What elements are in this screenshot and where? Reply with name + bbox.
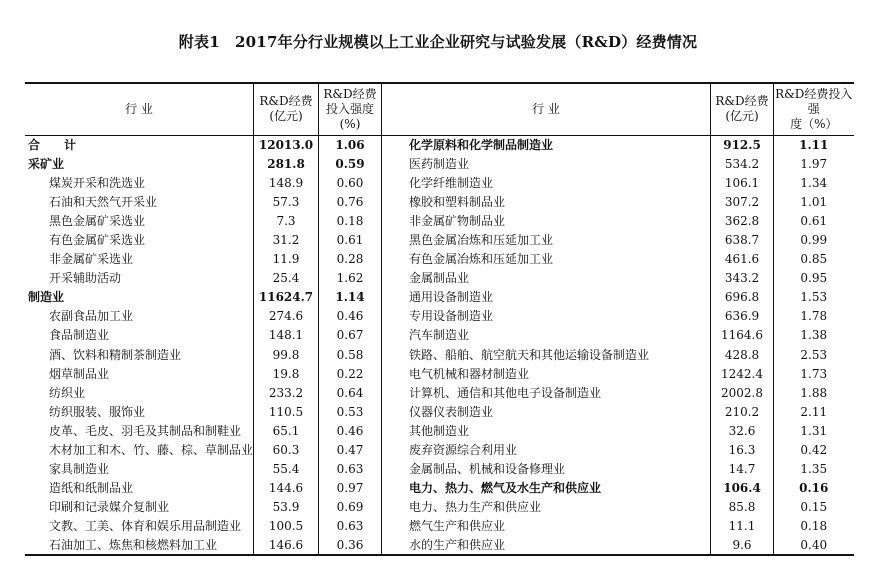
left-rd-intensity: 0.53 bbox=[319, 402, 382, 421]
right-rd-intensity: 0.99 bbox=[774, 230, 854, 249]
left-rd-expenditure: 65.1 bbox=[254, 421, 319, 440]
left-rd-expenditure: 99.8 bbox=[254, 345, 319, 364]
left-rd-expenditure: 57.3 bbox=[254, 192, 319, 211]
table-row bbox=[25, 250, 854, 269]
right-rd-intensity: 1.31 bbox=[774, 421, 854, 440]
right-rd-intensity: 2.11 bbox=[774, 402, 854, 421]
left-rd-expenditure: 233.2 bbox=[254, 383, 319, 402]
right-industry-name: 有色金属冶炼和压延加工业 bbox=[382, 250, 711, 269]
table-row bbox=[25, 288, 854, 307]
left-rd-intensity: 0.63 bbox=[319, 460, 382, 479]
right-industry-name: 化学原料和化学制品制造业 bbox=[382, 135, 711, 154]
left-rd-intensity: 0.97 bbox=[319, 479, 382, 498]
left-rd-intensity: 0.22 bbox=[319, 364, 382, 383]
table-row bbox=[25, 383, 854, 402]
right-industry-name: 电力、热力、燃气及水生产和供应业 bbox=[382, 479, 711, 498]
right-rd-intensity: 1.01 bbox=[774, 192, 854, 211]
right-rd-intensity: 0.42 bbox=[774, 441, 854, 460]
left-rd-expenditure: 25.4 bbox=[254, 269, 319, 288]
left-rd-expenditure: 146.6 bbox=[254, 536, 319, 555]
rd-expenditure-table bbox=[25, 82, 854, 556]
left-rd-intensity: 0.46 bbox=[319, 421, 382, 440]
left-rd-expenditure: 274.6 bbox=[254, 307, 319, 326]
right-rd-intensity: 1.38 bbox=[774, 326, 854, 345]
left-rd-intensity: 0.36 bbox=[319, 536, 382, 555]
left-rd-expenditure: 148.1 bbox=[254, 326, 319, 345]
left-rd-expenditure: 12013.0 bbox=[254, 135, 319, 154]
table-row bbox=[25, 498, 854, 517]
right-rd-expenditure: 106.1 bbox=[711, 173, 774, 192]
table-row bbox=[25, 135, 854, 154]
left-rd-intensity: 0.47 bbox=[319, 441, 382, 460]
table-row bbox=[25, 402, 854, 421]
right-rd-intensity: 2.53 bbox=[774, 345, 854, 364]
right-rd-intensity: 1.34 bbox=[774, 173, 854, 192]
left-rd-intensity: 0.28 bbox=[319, 250, 382, 269]
left-industry-name: 木材加工和木、竹、藤、棕、草制品业 bbox=[49, 443, 254, 458]
left-rd-expenditure: 144.6 bbox=[254, 479, 319, 498]
table-row bbox=[25, 192, 854, 211]
left-industry-name: 黑色金属矿采选业 bbox=[49, 213, 146, 228]
right-rd-expenditure: 696.8 bbox=[711, 288, 774, 307]
left-rd-intensity: 0.18 bbox=[319, 211, 382, 230]
right-industry-name: 废弃资源综合利用业 bbox=[382, 441, 711, 460]
right-rd-expenditure: 636.9 bbox=[711, 307, 774, 326]
left-rd-expenditure: 55.4 bbox=[254, 460, 319, 479]
header-left-expenditure: R&D经费 (亿元) bbox=[254, 83, 319, 135]
table-row bbox=[25, 479, 854, 498]
right-industry-name: 黑色金属冶炼和压延加工业 bbox=[382, 230, 711, 249]
left-industry-name: 有色金属矿采选业 bbox=[49, 233, 146, 248]
right-rd-intensity: 1.73 bbox=[774, 364, 854, 383]
left-industry-name: 文教、工美、体育和娱乐用品制造业 bbox=[49, 519, 242, 534]
left-rd-expenditure: 11.9 bbox=[254, 250, 319, 269]
left-industry-name: 造纸和纸制品业 bbox=[49, 481, 134, 496]
right-rd-expenditure: 461.6 bbox=[711, 250, 774, 269]
left-rd-intensity: 1.62 bbox=[319, 269, 382, 288]
right-rd-expenditure: 534.2 bbox=[711, 154, 774, 173]
left-rd-expenditure: 148.9 bbox=[254, 173, 319, 192]
right-rd-intensity: 1.97 bbox=[774, 154, 854, 173]
table-row bbox=[25, 345, 854, 364]
left-rd-intensity: 0.58 bbox=[319, 345, 382, 364]
right-industry-name: 化学纤维制造业 bbox=[382, 173, 711, 192]
table-row bbox=[25, 364, 854, 383]
right-industry-name: 汽车制造业 bbox=[382, 326, 711, 345]
right-industry-name: 水的生产和供应业 bbox=[382, 536, 711, 555]
left-rd-intensity: 0.46 bbox=[319, 307, 382, 326]
right-industry-name: 电气机械和器材制造业 bbox=[382, 364, 711, 383]
right-industry-name: 电力、热力生产和供应业 bbox=[382, 498, 711, 517]
table-row bbox=[25, 307, 854, 326]
right-industry-name: 铁路、船舶、航空航天和其他运输设备制造业 bbox=[382, 345, 711, 364]
left-industry-name: 非金属矿采选业 bbox=[49, 252, 134, 267]
left-industry-name: 开采辅助活动 bbox=[49, 271, 122, 286]
left-industry-name: 酒、饮料和精制茶制造业 bbox=[49, 347, 182, 362]
right-industry-name: 橡胶和塑料制品业 bbox=[382, 192, 711, 211]
right-industry-name: 金属制品业 bbox=[382, 269, 711, 288]
right-rd-expenditure: 32.6 bbox=[711, 421, 774, 440]
right-rd-expenditure: 362.8 bbox=[711, 211, 774, 230]
table-row bbox=[25, 460, 854, 479]
left-rd-intensity: 0.59 bbox=[319, 154, 382, 173]
header-right-intensity: R&D经费投入强 度（%） bbox=[774, 83, 854, 135]
right-industry-name: 计算机、通信和其他电子设备制造业 bbox=[382, 383, 711, 402]
right-rd-expenditure: 1242.4 bbox=[711, 364, 774, 383]
left-industry-name: 石油和天然气开采业 bbox=[49, 194, 158, 209]
table-row bbox=[25, 211, 854, 230]
left-rd-intensity: 0.63 bbox=[319, 517, 382, 536]
right-rd-intensity: 0.95 bbox=[774, 269, 854, 288]
table-row bbox=[25, 536, 854, 555]
table-row bbox=[25, 517, 854, 536]
right-rd-intensity: 1.78 bbox=[774, 307, 854, 326]
right-industry-name: 燃气生产和供应业 bbox=[382, 517, 711, 536]
left-rd-expenditure: 11624.7 bbox=[254, 288, 319, 307]
left-rd-expenditure: 100.5 bbox=[254, 517, 319, 536]
table-row bbox=[25, 173, 854, 192]
right-rd-expenditure: 1164.6 bbox=[711, 326, 774, 345]
right-rd-expenditure: 428.8 bbox=[711, 345, 774, 364]
right-rd-intensity: 0.16 bbox=[774, 479, 854, 498]
header-left-industry: 行 业 bbox=[25, 83, 254, 135]
right-rd-expenditure: 9.6 bbox=[711, 536, 774, 555]
table-title: 附表1 2017年分行业规模以上工业企业研究与试验发展（R&D）经费情况 bbox=[178, 33, 698, 51]
header-left-intensity: R&D经费 投入强度 (%) bbox=[319, 83, 382, 135]
left-rd-intensity: 0.60 bbox=[319, 173, 382, 192]
right-industry-name: 仪器仪表制造业 bbox=[382, 402, 711, 421]
left-rd-intensity: 0.61 bbox=[319, 230, 382, 249]
header-right-expenditure: R&D经费 (亿元) bbox=[711, 83, 774, 135]
right-rd-intensity: 0.61 bbox=[774, 211, 854, 230]
left-industry-name: 印刷和记录媒介复制业 bbox=[49, 500, 170, 515]
right-industry-name: 专用设备制造业 bbox=[382, 307, 711, 326]
left-industry-name: 采矿业 bbox=[28, 156, 65, 171]
table-row bbox=[25, 421, 854, 440]
left-industry-name: 皮革、毛皮、羽毛及其制品和制鞋业 bbox=[49, 423, 242, 438]
right-rd-expenditure: 912.5 bbox=[711, 135, 774, 154]
left-rd-intensity: 1.06 bbox=[319, 135, 382, 154]
table-row bbox=[25, 230, 854, 249]
right-rd-intensity: 0.85 bbox=[774, 250, 854, 269]
table-row bbox=[25, 154, 854, 173]
left-rd-intensity: 0.64 bbox=[319, 383, 382, 402]
right-industry-name: 通用设备制造业 bbox=[382, 288, 711, 307]
left-rd-expenditure: 281.8 bbox=[254, 154, 319, 173]
table-body bbox=[25, 135, 854, 555]
left-rd-intensity: 0.69 bbox=[319, 498, 382, 517]
right-rd-intensity: 0.18 bbox=[774, 517, 854, 536]
left-industry-name: 制造业 bbox=[28, 290, 65, 305]
table-row bbox=[25, 269, 854, 288]
right-rd-expenditure: 14.7 bbox=[711, 460, 774, 479]
left-rd-expenditure: 7.3 bbox=[254, 211, 319, 230]
right-rd-intensity: 1.88 bbox=[774, 383, 854, 402]
left-rd-expenditure: 31.2 bbox=[254, 230, 319, 249]
left-industry-name: 烟草制品业 bbox=[49, 366, 110, 381]
right-rd-expenditure: 16.3 bbox=[711, 441, 774, 460]
left-rd-expenditure: 60.3 bbox=[254, 441, 319, 460]
left-industry-name: 合 计 bbox=[28, 137, 77, 152]
right-rd-intensity: 1.35 bbox=[774, 460, 854, 479]
left-rd-intensity: 0.76 bbox=[319, 192, 382, 211]
right-rd-expenditure: 85.8 bbox=[711, 498, 774, 517]
right-rd-expenditure: 638.7 bbox=[711, 230, 774, 249]
right-rd-expenditure: 210.2 bbox=[711, 402, 774, 421]
table-row bbox=[25, 441, 854, 460]
left-rd-expenditure: 110.5 bbox=[254, 402, 319, 421]
left-industry-name: 煤炭开采和洗选业 bbox=[49, 175, 146, 190]
right-rd-expenditure: 2002.8 bbox=[711, 383, 774, 402]
right-rd-expenditure: 106.4 bbox=[711, 479, 774, 498]
table-row bbox=[25, 326, 854, 345]
left-industry-name: 农副食品加工业 bbox=[49, 309, 134, 324]
right-industry-name: 医药制造业 bbox=[382, 154, 711, 173]
left-industry-name: 纺织业 bbox=[49, 385, 86, 400]
right-rd-intensity: 1.11 bbox=[774, 135, 854, 154]
header-right-industry: 行 业 bbox=[382, 83, 711, 135]
right-industry-name: 非金属矿物制品业 bbox=[382, 211, 711, 230]
cropped-previous-heading bbox=[0, 0, 876, 8]
left-industry-name: 纺织服装、服饰业 bbox=[49, 404, 146, 419]
right-industry-name: 其他制造业 bbox=[382, 421, 711, 440]
right-rd-intensity: 0.15 bbox=[774, 498, 854, 517]
right-rd-intensity: 1.53 bbox=[774, 288, 854, 307]
right-rd-expenditure: 307.2 bbox=[711, 192, 774, 211]
left-rd-intensity: 0.67 bbox=[319, 326, 382, 345]
left-rd-expenditure: 53.9 bbox=[254, 498, 319, 517]
right-rd-expenditure: 11.1 bbox=[711, 517, 774, 536]
left-industry-name: 食品制造业 bbox=[49, 328, 110, 343]
left-rd-intensity: 1.14 bbox=[319, 288, 382, 307]
left-industry-name: 石油加工、炼焦和核燃料加工业 bbox=[25, 536, 254, 555]
right-rd-expenditure: 343.2 bbox=[711, 269, 774, 288]
right-industry-name: 金属制品、机械和设备修理业 bbox=[382, 460, 711, 479]
right-rd-intensity: 0.40 bbox=[774, 536, 854, 555]
left-rd-expenditure: 19.8 bbox=[254, 364, 319, 383]
left-industry-name: 家具制造业 bbox=[49, 462, 110, 477]
